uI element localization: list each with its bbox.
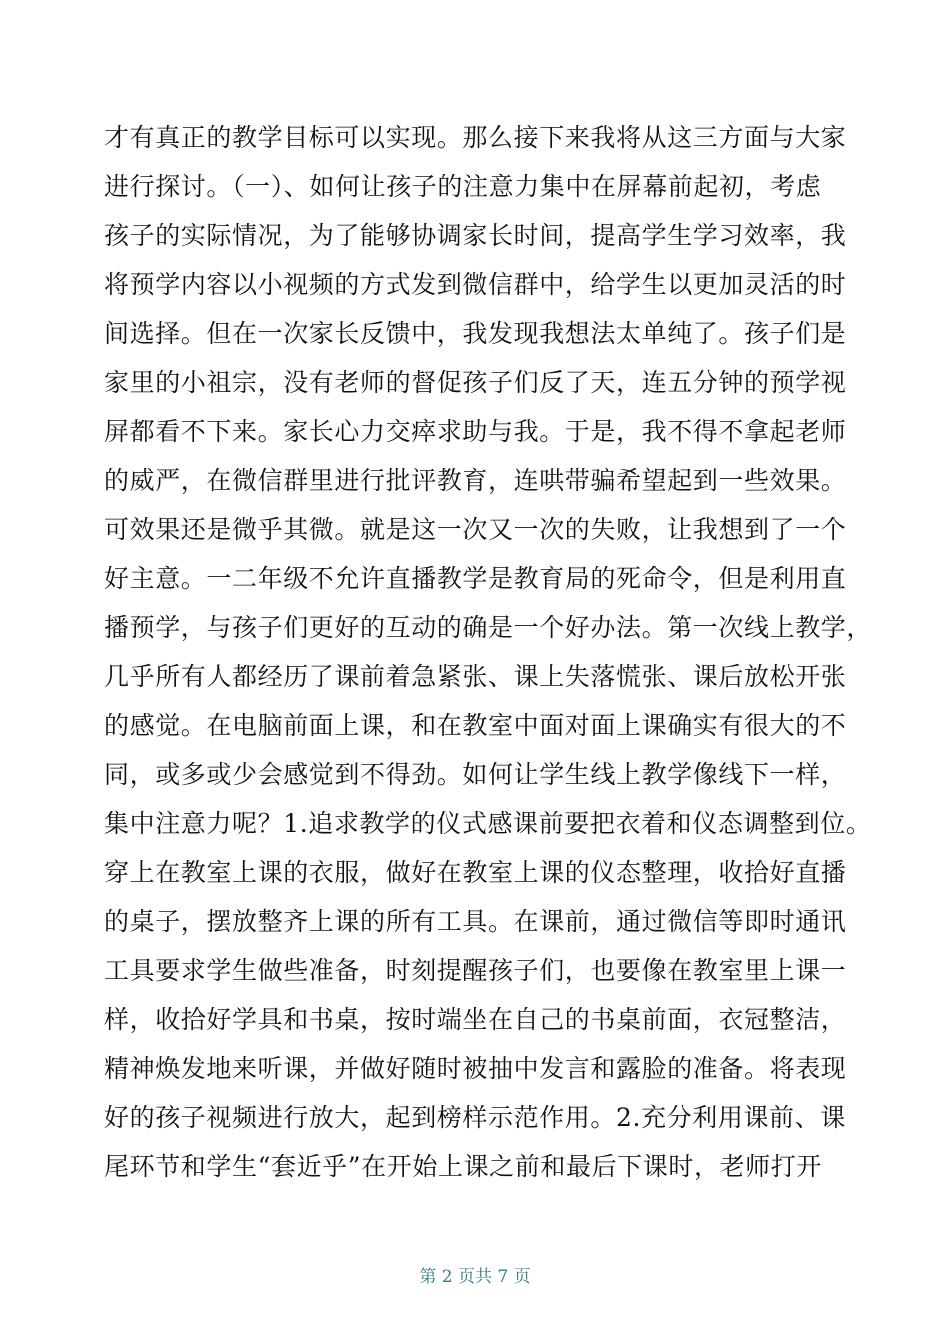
text-line-18: 工具要求学生做些准备，时刻提醒孩子们，也要像在教室里上课一 — [104, 956, 847, 985]
text-line-4: 将预学内容以小视频的方式发到微信群中，给学生以更加灵活的时 — [104, 270, 847, 299]
text-line-14: 同，或多或少会感觉到不得劲。如何让学生线上教学像线下一样， — [104, 760, 847, 789]
body-text — [104, 113, 873, 1191]
text-line-21: 好的孩子视频进行放大，起到榜样示范作用。2.充分利用课前、课 — [104, 1103, 846, 1132]
text-line-1: 才有真正的教学目标可以实现。那么接下来我将从这三方面与大家 — [104, 123, 847, 152]
text-line-5: 间选择。但在一次家长反馈中，我发现我想法太单纯了。孩子们是 — [104, 319, 847, 348]
text-line-17: 的桌子，摆放整齐上课的所有工具。在课前，通过微信等即时通讯 — [104, 907, 847, 936]
text-line-15: 集中注意力呢？1.追求教学的仪式感课前要把衣着和仪态调整到位。 — [104, 809, 872, 838]
text-line-13: 的感觉。在电脑前面上课，和在教室中面对面上课确实有很大的不 — [104, 711, 847, 740]
text-line-6: 家里的小祖宗，没有老师的督促孩子们反了天，连五分钟的预学视 — [104, 368, 847, 397]
text-line-12: 几乎所有人都经历了课前着急紧张、课上失落慌张、课后放松开张 — [104, 662, 847, 691]
text-line-19: 样，收拾好学具和书桌，按时端坐在自己的书桌前面，衣冠整洁， — [104, 1005, 847, 1034]
text-line-8: 的威严，在微信群里进行批评教育，连哄带骗希望起到一些效果。 — [104, 466, 847, 495]
text-line-16: 穿上在教室上课的衣服，做好在教室上课的仪态整理，收拾好直播 — [104, 858, 847, 887]
text-line-9: 可效果还是微乎其微。就是这一次又一次的失败，让我想到了一个 — [104, 515, 847, 544]
text-line-22: 尾环节和学生“套近乎”在开始上课之前和最后下课时，老师打开 — [104, 1152, 822, 1181]
text-line-3: 孩子的实际情况，为了能够协调家长时间，提高学生学习效率，我 — [104, 221, 847, 250]
text-line-11: 播预学，与孩子们更好的互动的确是一个好办法。第一次线上教学， — [104, 613, 873, 642]
page-number-footer: 第 2 页共 7 页 — [419, 1267, 531, 1287]
text-line-7: 屏都看不下来。家长心力交瘁求助与我。于是，我不得不拿起老师 — [104, 417, 847, 446]
text-line-20: 精神焕发地来听课，并做好随时被抽中发言和露脸的准备。将表现 — [104, 1054, 847, 1083]
text-line-10: 好主意。一二年级不允许直播教学是教育局的死命令，但是利用直 — [104, 564, 847, 593]
text-line-2: 进行探讨。（一）、如何让孩子的注意力集中在屏幕前起初，考虑 — [104, 172, 822, 201]
